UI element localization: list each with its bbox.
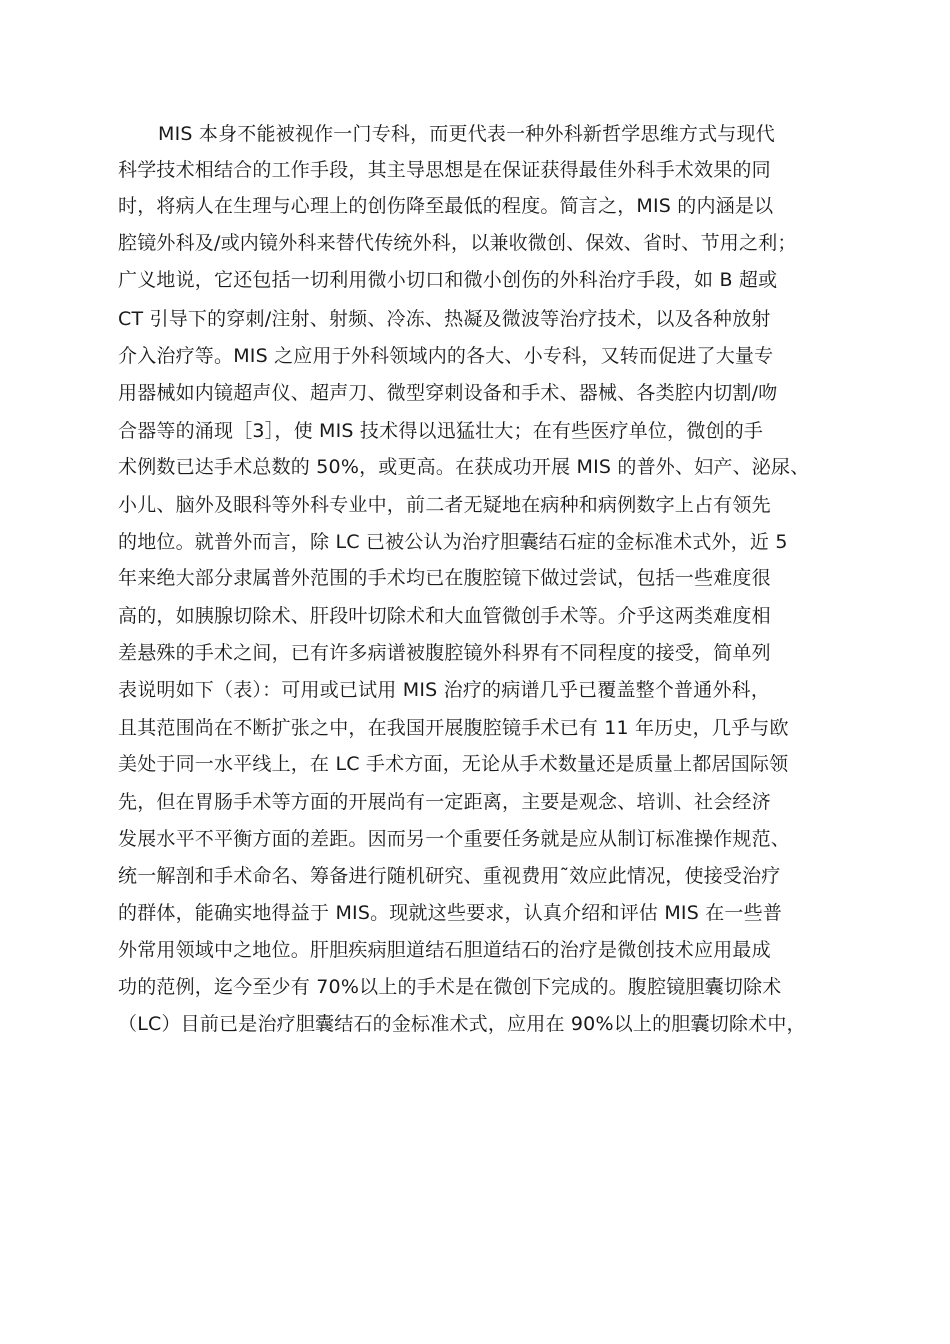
text-line: 用器械如内镜超声仪、超声刀、微型穿刺设备和手术、器械、各类腔内切割/吻 [118,382,778,404]
text-line: 发展水平不平衡方面的差距。因而另一个重要任务就是应从制订标准操作规范、 [118,828,791,850]
text-line: 美处于同一水平线上，在 LC 手术方面，无论从手术数量还是质量上都居国际领 [118,753,789,775]
text-line: 小儿、脑外及眼科等外科专业中，前二者无疑地在病种和病例数字上占有领先 [118,494,771,516]
text-line: 差悬殊的手术之间，已有许多病谱被腹腔镜外科界有不同程度的接受，简单列 [118,642,771,664]
text-line: 的群体，能确实地得益于 MIS。现就这些要求，认真介绍和评估 MIS 在一些普 [118,902,783,924]
text-line: 先，但在胃肠手术等方面的开展尚有一定距离，主要是观念、培训、社会经济 [118,791,771,813]
text-line: 合器等的涌现［3］，使 MIS 技术得以迅猛壮大；在有些医疗单位，微创的手 [118,420,764,442]
text-line: 高的，如胰腺切除术、肝段叶切除术和大血管微创手术等。介乎这两类难度相 [118,605,771,627]
text-line: 介入治疗等。MIS 之应用于外科领域内的各大、小专科，又转而促进了大量专 [118,345,774,367]
text-line: 统一解剖和手术命名、筹备进行随机研究、重视费用˜效应此情况，使接受治疗 [118,865,781,887]
text-line: 功的范例，迄今至少有 70%以上的手术是在微创下完成的。腹腔镜胆囊切除术 [118,976,782,998]
text-line: 的地位。就普外而言，除 LC 已被公认为治疗胆囊结石症的金标准术式外，近 5 [118,531,788,553]
text-line: 表说明如下（表）：可用或已试用 MIS 治疗的病谱几乎已覆盖整个普通外科， [118,679,771,701]
text-line: 广义地说，它还包括一切利用微小切口和微小创伤的外科治疗手段，如 B 超或 [118,269,778,291]
text-line: 腔镜外科及/或内镜外科来替代传统外科，以兼收微创、保效、省时、节用之利； [118,232,797,254]
text-line: 年来绝大部分隶属普外范围的手术均已在腹腔镜下做过尝试，包括一些难度很 [118,567,771,589]
text-line: 时，将病人在生理与心理上的创伤降至最低的程度。简言之，MIS 的内涵是以 [118,195,774,217]
text-line: 外常用领域中之地位。肝胆疾病胆道结石胆道结石的治疗是微创技术应用最成 [118,939,771,961]
text-line: 且其范围尚在不断扩张之中，在我国开展腹腔镜手术已有 11 年历史，几乎与欧 [118,717,789,739]
text-line: 术例数已达手术总数的 50%，或更高。在获成功开展 MIS 的普外、妇产、泌尿、 [118,456,810,478]
text-line: （LC）目前已是治疗胆囊结石的金标准术式，应用在 90%以上的胆囊切除术中， [118,1013,806,1035]
text-line: 科学技术相结合的工作手段，其主导思想是在保证获得最佳外科手术效果的同 [118,159,771,181]
text-line: CT 引导下的穿刺/注射、射频、冷冻、热凝及微波等治疗技术，以及各种放射 [118,308,771,330]
text-line: MIS 本身不能被视作一门专科，而更代表一种外科新哲学思维方式与现代 [158,123,775,145]
